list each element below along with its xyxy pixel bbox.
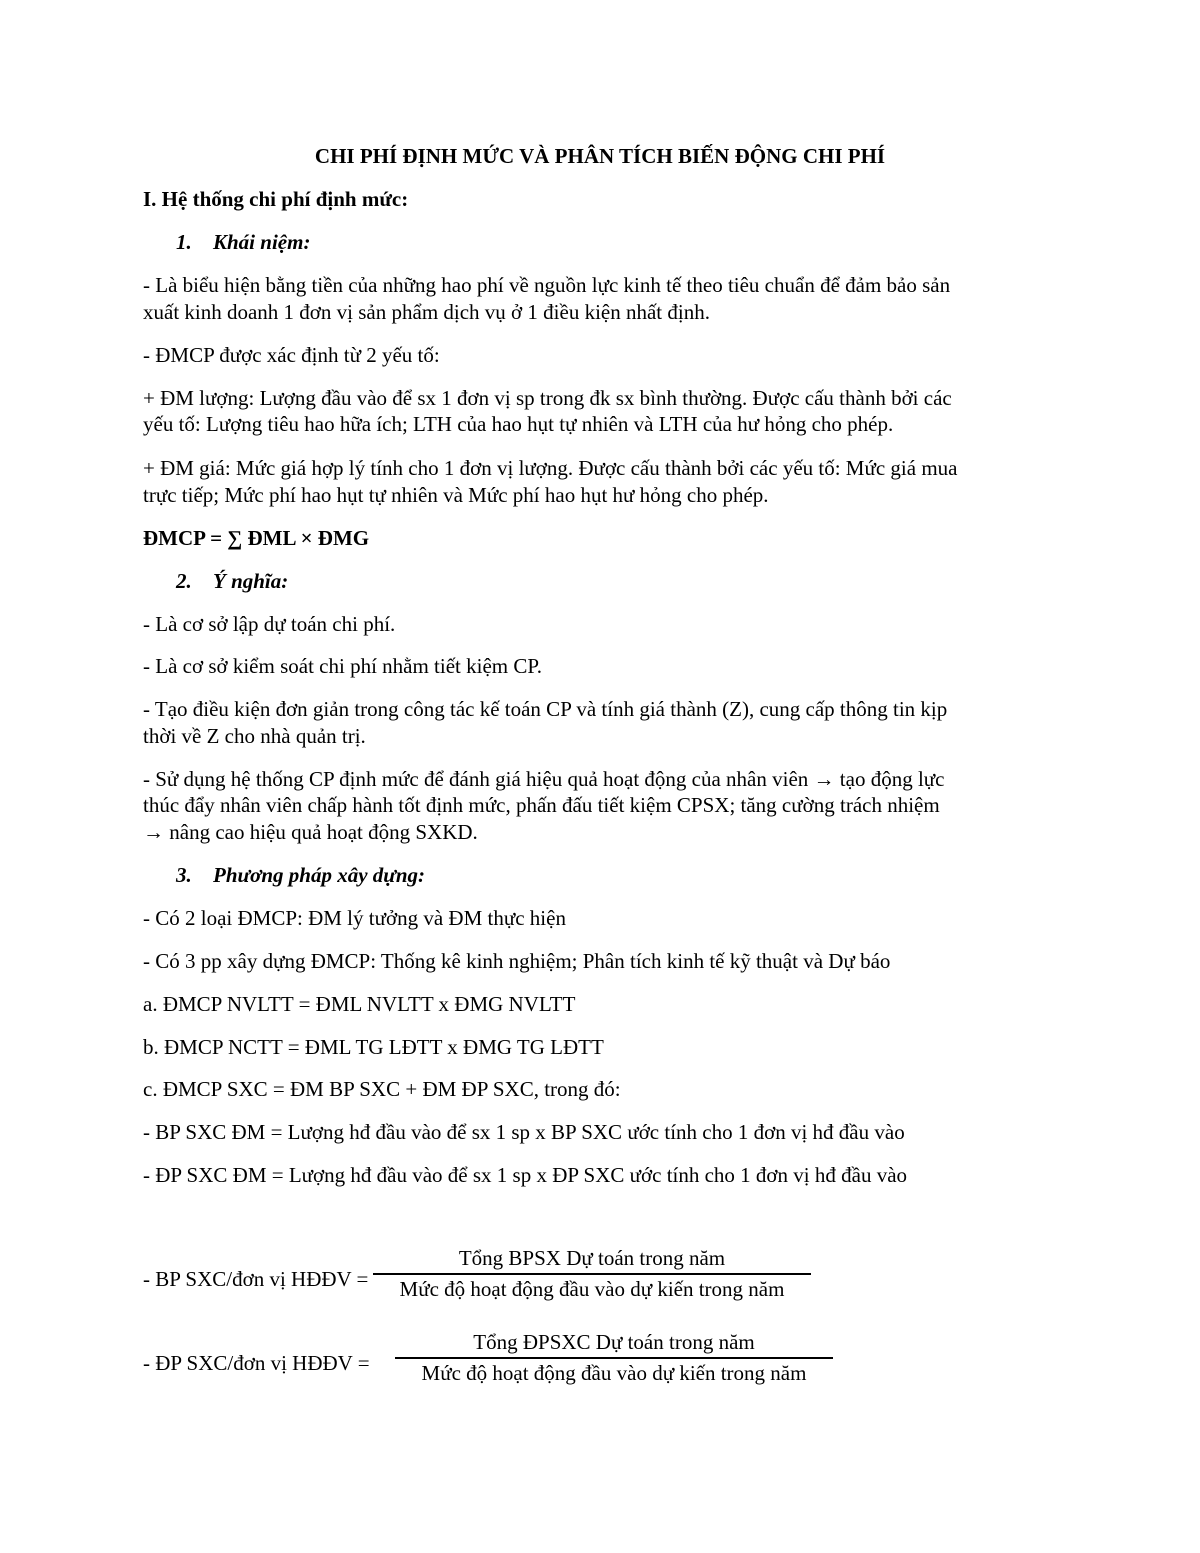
paragraph-line: - Là cơ sở kiểm soát chi phí nhằm tiết kiệm CP. (143, 654, 542, 678)
subsection-heading-method (176, 862, 425, 889)
paragraph-line: b. ĐMCP NCTT = ĐML TG LĐTT x ĐMG TG LĐTT (143, 1035, 604, 1059)
paragraph-line: a. ĐMCP NVLTT = ĐML NVLTT x ĐMG NVLTT (143, 992, 576, 1016)
paragraph-line: + ĐM lượng: Lượng đầu vào để sx 1 đơn vị sp trong đk sx bình thường. Được cấu thành bởi các (143, 386, 952, 410)
page-title: CHI PHÍ ĐỊNH MỨC VÀ PHÂN TÍCH BIẾN ĐỘNG CHI PHÍ (314, 144, 886, 168)
fraction-numerator: Tổng BPSX Dự toán trong năm (458, 1246, 726, 1270)
subsection-number: 3. (176, 863, 192, 887)
paragraph-line: thúc đẩy nhân viên chấp hành tốt định mức, phấn đấu tiết kiệm CPSX; tăng cường trách nhiệm (143, 793, 940, 817)
fraction-bar (373, 1273, 811, 1275)
paragraph-line: - BP SXC ĐM = Lượng hđ đầu vào để sx 1 sp x BP SXC ước tính cho 1 đơn vị hđ đầu vào (143, 1120, 905, 1144)
subsection-number: 2. (176, 569, 192, 593)
fraction-bar (395, 1357, 833, 1359)
subsection-number: 1. (176, 230, 192, 254)
paragraph-line: - ĐMCP được xác định từ 2 yếu tố: (143, 343, 440, 367)
paragraph-line: → nâng cao hiệu quả hoạt động SXKD. (143, 820, 478, 844)
fraction-bp-sxc (373, 1245, 811, 1303)
paragraph-line: - Sử dụng hệ thống CP định mức để đánh giá hiệu quả hoạt động của nhân viên → tạo động lực (143, 767, 945, 791)
subsection-heading-meaning (176, 568, 288, 595)
paragraph-line: - Là cơ sở lập dự toán chi phí. (143, 612, 396, 636)
paragraph-line: thời về Z cho nhà quản trị. (143, 724, 366, 748)
paragraph-line: - Có 2 loại ĐMCP: ĐM lý tưởng và ĐM thực hiện (143, 906, 566, 930)
paragraph-line: xuất kinh doanh 1 đơn vị sản phẩm dịch vụ ở 1 điều kiện nhất định. (143, 300, 710, 324)
paragraph-line: c. ĐMCP SXC = ĐM BP SXC + ĐM ĐP SXC, trong đó: (143, 1077, 621, 1101)
fraction-numerator: Tổng ĐPSXC Dự toán trong năm (473, 1330, 755, 1354)
fraction-dp-sxc (395, 1329, 833, 1387)
paragraph-line: + ĐM giá: Mức giá hợp lý tính cho 1 đơn vị lượng. Được cấu thành bởi các yếu tố: Mức giá mua (143, 456, 958, 480)
fraction-denominator: Mức độ hoạt động đầu vào dự kiến trong năm (399, 1277, 785, 1301)
subsection-heading-concept (176, 229, 310, 256)
fraction-label: - ĐP SXC/đơn vị HĐĐV = (143, 1351, 370, 1375)
section-heading: I. Hệ thống chi phí định mức: (143, 187, 409, 211)
subsection-label: Ý nghĩa: (213, 569, 289, 593)
paragraph-line: - Tạo điều kiện đơn giản trong công tác kế toán CP và tính giá thành (Z), cung cấp thông tin kịp (143, 697, 948, 721)
fraction-denominator: Mức độ hoạt động đầu vào dự kiến trong năm (421, 1361, 807, 1385)
formula-dmcp: ĐMCP = ∑ ĐML × ĐMG (143, 526, 370, 550)
paragraph-line: yếu tố: Lượng tiêu hao hữa ích; LTH của hao hụt tự nhiên và LTH của hư hỏng cho phép. (143, 412, 894, 436)
fraction-label: - BP SXC/đơn vị HĐĐV = (143, 1267, 369, 1291)
paragraph-line: - Có 3 pp xây dựng ĐMCP: Thống kê kinh nghiệm; Phân tích kinh tế kỹ thuật và Dự báo (143, 949, 891, 973)
subsection-label: Khái niệm: (213, 230, 311, 254)
paragraph-line: - ĐP SXC ĐM = Lượng hđ đầu vào để sx 1 sp x ĐP SXC ước tính cho 1 đơn vị hđ đầu vào (143, 1163, 908, 1187)
paragraph-line: - Là biểu hiện bằng tiền của những hao phí về nguồn lực kinh tế theo tiêu chuẩn để đảm bảo sản (143, 273, 951, 297)
subsection-label: Phương pháp xây dựng: (213, 863, 426, 887)
paragraph-line: trực tiếp; Mức phí hao hụt tự nhiên và Mức phí hao hụt hư hỏng cho phép. (143, 483, 769, 507)
